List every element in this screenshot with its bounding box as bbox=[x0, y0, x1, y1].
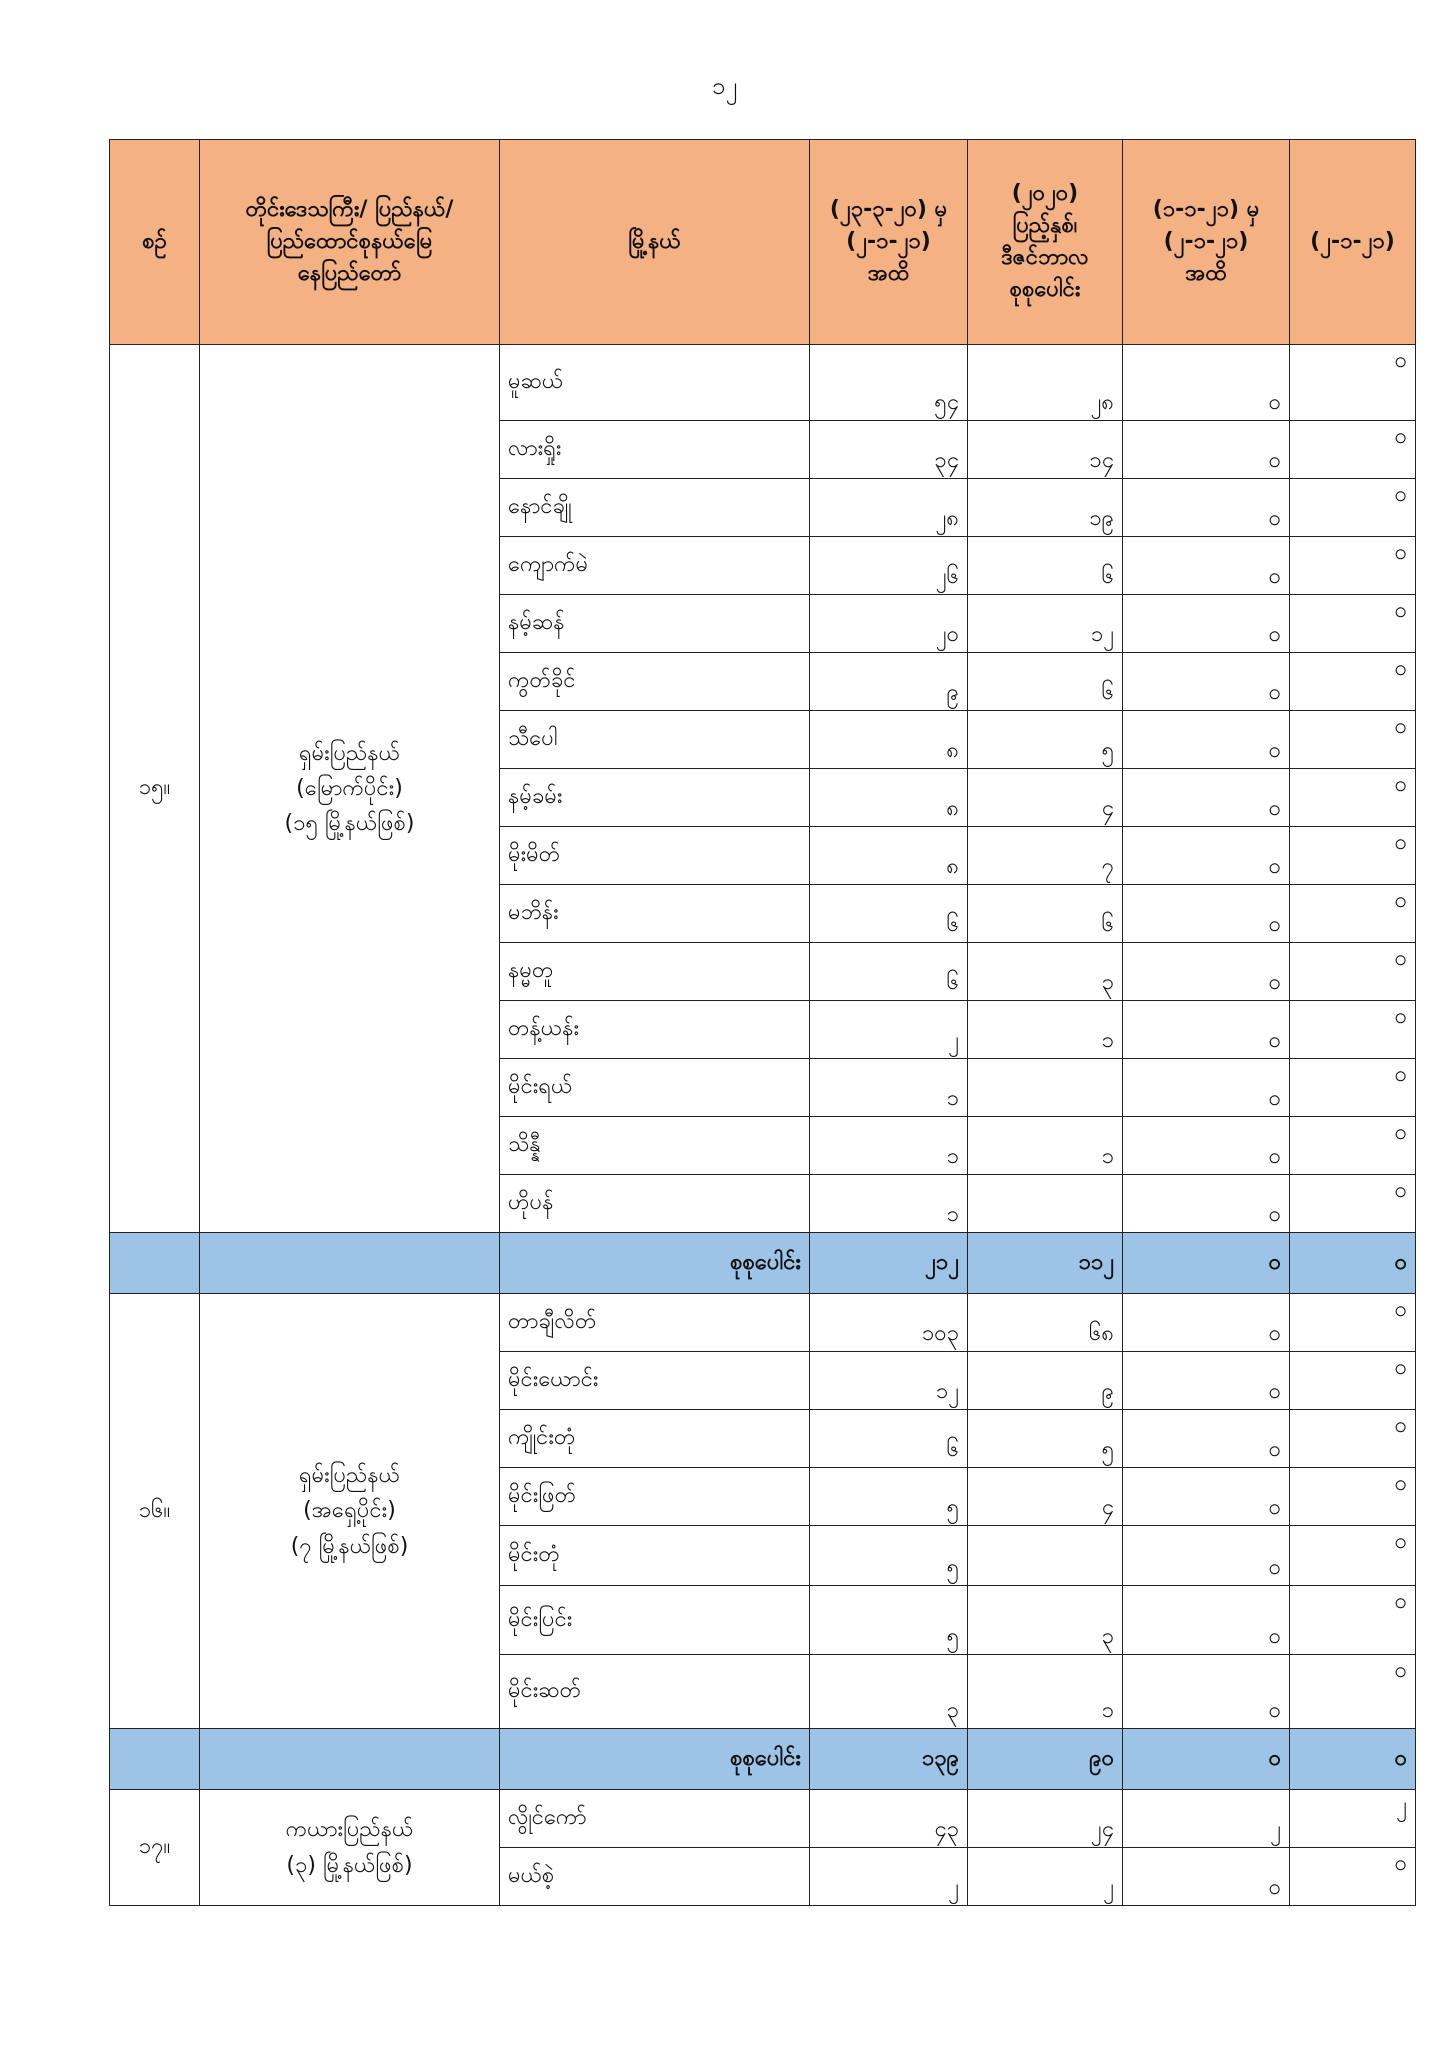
serial-number: ၁၅။ bbox=[110, 345, 200, 1233]
header-region bbox=[200, 140, 500, 345]
count-period-a: ၅၄ bbox=[810, 345, 968, 421]
total-period-c: ၀ bbox=[1123, 1729, 1290, 1790]
text-line: (၃) မြို့နယ်ဖြစ်) bbox=[286, 1852, 413, 1878]
count-period-c: ၀ bbox=[1123, 1655, 1290, 1729]
total-dec-2020: ၁၁၂ bbox=[968, 1233, 1123, 1294]
total-empty-cell bbox=[200, 1729, 500, 1790]
text-line: (၁၅ မြို့နယ်ဖြစ်) bbox=[284, 811, 415, 837]
count-period-c: ၀ bbox=[1123, 1059, 1290, 1117]
text-line: အထိ bbox=[867, 260, 910, 286]
text-line: (အရှေ့ပိုင်း) bbox=[303, 1498, 396, 1524]
text-line: (၁-၁-၂၁) မှ bbox=[1152, 197, 1260, 223]
count-dec-2020: ၆ bbox=[968, 537, 1123, 595]
header-dec-2020-total bbox=[968, 140, 1123, 345]
count-period-a: ၆ bbox=[810, 1410, 968, 1468]
count-period-a: ၁ bbox=[810, 1059, 968, 1117]
count-period-c: ၀ bbox=[1123, 827, 1290, 885]
township-name: မိုင်းယောင်း bbox=[500, 1352, 810, 1410]
count-date-d: ၀ bbox=[1290, 1586, 1416, 1655]
count-dec-2020 bbox=[968, 1175, 1123, 1233]
count-period-c: ၀ bbox=[1123, 769, 1290, 827]
count-period-a: ၃ bbox=[810, 1655, 968, 1729]
count-period-c: ၀ bbox=[1123, 345, 1290, 421]
text-line: မြို့နယ် bbox=[628, 229, 681, 255]
count-period-a: ၅ bbox=[810, 1586, 968, 1655]
text-line: စုစုပေါင်း bbox=[1009, 276, 1081, 302]
text-line: (၂-၁-၂၁) bbox=[1163, 229, 1249, 255]
text-line: (၂-၁-၂၁) bbox=[1310, 229, 1395, 255]
count-dec-2020 bbox=[968, 1059, 1123, 1117]
count-dec-2020 bbox=[968, 1526, 1123, 1586]
table-row bbox=[110, 1790, 1416, 1848]
township-name: ကျိုင်းတုံ bbox=[500, 1410, 810, 1468]
count-date-d: ၀ bbox=[1290, 1526, 1416, 1586]
header-serial-no bbox=[110, 140, 200, 345]
count-dec-2020: ၂ bbox=[968, 1848, 1123, 1906]
count-period-a: ၁ bbox=[810, 1175, 968, 1233]
count-period-a: ၈ bbox=[810, 827, 968, 885]
count-period-c: ၀ bbox=[1123, 1526, 1290, 1586]
township-name: မဘိန်း bbox=[500, 885, 810, 943]
township-name: မိုင်းဆတ် bbox=[500, 1655, 810, 1729]
text-line: (၂-၁-၂၁) bbox=[846, 229, 931, 255]
township-name: မိုးမိတ် bbox=[500, 827, 810, 885]
count-date-d: ၀ bbox=[1290, 421, 1416, 479]
count-dec-2020: ၁၂ bbox=[968, 595, 1123, 653]
count-period-c: ၀ bbox=[1123, 1117, 1290, 1175]
count-period-a: ၂ bbox=[810, 1848, 968, 1906]
count-date-d: ၀ bbox=[1290, 1655, 1416, 1729]
text-line: ပြည်ထောင်စုနယ်မြေ bbox=[266, 229, 433, 255]
count-dec-2020: ၂၈ bbox=[968, 345, 1123, 421]
count-dec-2020: ၇ bbox=[968, 827, 1123, 885]
region-name bbox=[200, 345, 500, 1233]
count-period-a: ၄၃ bbox=[810, 1790, 968, 1848]
count-period-c: ၀ bbox=[1123, 943, 1290, 1001]
total-label: စုစုပေါင်း bbox=[500, 1233, 810, 1294]
township-name: သီပေါ bbox=[500, 711, 810, 769]
count-dec-2020: ၃ bbox=[968, 1586, 1123, 1655]
count-period-c: ၀ bbox=[1123, 711, 1290, 769]
count-date-d: ၀ bbox=[1290, 1410, 1416, 1468]
total-date-d: ၀ bbox=[1290, 1729, 1416, 1790]
count-period-a: ၅ bbox=[810, 1526, 968, 1586]
total-label: စုစုပေါင်း bbox=[500, 1729, 810, 1790]
count-period-a: ၂ bbox=[810, 1001, 968, 1059]
township-name: နောင်ချို bbox=[500, 479, 810, 537]
township-name: မိုင်းတုံ bbox=[500, 1526, 810, 1586]
count-date-d: ၀ bbox=[1290, 345, 1416, 421]
township-name: လားရှိုး bbox=[500, 421, 810, 479]
count-dec-2020: ၂၄ bbox=[968, 1790, 1123, 1848]
count-dec-2020: ၄ bbox=[968, 1468, 1123, 1526]
table-row bbox=[110, 1294, 1416, 1352]
count-dec-2020: ၁၉ bbox=[968, 479, 1123, 537]
count-date-d: ၀ bbox=[1290, 1175, 1416, 1233]
township-name: ဟိုပန် bbox=[500, 1175, 810, 1233]
count-date-d: ၀ bbox=[1290, 769, 1416, 827]
total-dec-2020: ၉၀ bbox=[968, 1729, 1123, 1790]
count-period-c: ၂ bbox=[1123, 1790, 1290, 1848]
count-dec-2020: ၄ bbox=[968, 769, 1123, 827]
count-dec-2020: ၆ bbox=[968, 653, 1123, 711]
count-period-c: ၀ bbox=[1123, 595, 1290, 653]
township-name: သိန္နီ bbox=[500, 1117, 810, 1175]
count-date-d: ၀ bbox=[1290, 1001, 1416, 1059]
count-period-c: ၀ bbox=[1123, 1294, 1290, 1352]
count-date-d: ၀ bbox=[1290, 1117, 1416, 1175]
header-period-c bbox=[1123, 140, 1290, 345]
text-line: စဉ် bbox=[142, 229, 167, 255]
count-period-a: ၂၀ bbox=[810, 595, 968, 653]
count-period-a: ၁ bbox=[810, 1117, 968, 1175]
total-period-a: ၂၁၂ bbox=[810, 1233, 968, 1294]
count-period-c: ၀ bbox=[1123, 885, 1290, 943]
count-date-d: ၀ bbox=[1290, 885, 1416, 943]
count-date-d: ၀ bbox=[1290, 827, 1416, 885]
region-name bbox=[200, 1294, 500, 1729]
count-date-d: ၀ bbox=[1290, 1294, 1416, 1352]
total-row bbox=[110, 1233, 1416, 1294]
total-period-c: ၀ bbox=[1123, 1233, 1290, 1294]
township-name: လွိုင်ကော် bbox=[500, 1790, 810, 1848]
region-name bbox=[200, 1790, 500, 1906]
count-date-d: ၀ bbox=[1290, 1848, 1416, 1906]
text-line: ဒီဇင်ဘာလ bbox=[1001, 245, 1089, 270]
count-period-a: ၆ bbox=[810, 885, 968, 943]
table-body bbox=[110, 345, 1416, 1906]
count-period-a: ၁၀၃ bbox=[810, 1294, 968, 1352]
text-line: ကယားပြည်နယ် bbox=[285, 1817, 414, 1843]
total-empty-cell bbox=[200, 1233, 500, 1294]
township-name: မိုင်းရယ် bbox=[500, 1059, 810, 1117]
text-line: (၂၀၂၀) bbox=[1011, 181, 1079, 207]
text-line: (၂၃-၃-၂၀) မှ bbox=[829, 197, 948, 223]
count-period-c: ၀ bbox=[1123, 421, 1290, 479]
count-dec-2020: ၁ bbox=[968, 1001, 1123, 1059]
count-date-d: ၀ bbox=[1290, 1468, 1416, 1526]
total-row bbox=[110, 1729, 1416, 1790]
header-period-a bbox=[810, 140, 968, 345]
count-dec-2020: ၆၈ bbox=[968, 1294, 1123, 1352]
count-period-a: ၈ bbox=[810, 769, 968, 827]
count-dec-2020: ၅ bbox=[968, 711, 1123, 769]
count-dec-2020: ၁ bbox=[968, 1117, 1123, 1175]
count-period-c: ၀ bbox=[1123, 653, 1290, 711]
text-line: ပြည့်နှစ်၊ bbox=[1012, 213, 1078, 239]
count-dec-2020: ၉ bbox=[968, 1352, 1123, 1410]
count-period-c: ၀ bbox=[1123, 1468, 1290, 1526]
township-name: တန့်ယန်း bbox=[500, 1001, 810, 1059]
count-dec-2020: ၁၄ bbox=[968, 421, 1123, 479]
count-period-a: ၈ bbox=[810, 711, 968, 769]
township-name: မိုင်းဖြတ် bbox=[500, 1468, 810, 1526]
count-period-a: ၁၂ bbox=[810, 1352, 968, 1410]
count-dec-2020: ၃ bbox=[968, 943, 1123, 1001]
count-dec-2020: ၁ bbox=[968, 1655, 1123, 1729]
count-period-c: ၀ bbox=[1123, 479, 1290, 537]
township-name: မိုင်းပြင်း bbox=[500, 1586, 810, 1655]
count-dec-2020: ၅ bbox=[968, 1410, 1123, 1468]
count-period-a: ၉ bbox=[810, 653, 968, 711]
count-period-c: ၀ bbox=[1123, 1175, 1290, 1233]
township-name: နမ့်ဆန် bbox=[500, 595, 810, 653]
count-period-a: ၃၄ bbox=[810, 421, 968, 479]
count-period-a: ၂၈ bbox=[810, 479, 968, 537]
text-line: နေပြည်တော် bbox=[297, 260, 402, 286]
text-line: (၇ မြို့နယ်ဖြစ်) bbox=[290, 1533, 409, 1559]
count-period-c: ၀ bbox=[1123, 1410, 1290, 1468]
count-date-d: ၀ bbox=[1290, 943, 1416, 1001]
count-date-d: ၀ bbox=[1290, 537, 1416, 595]
total-empty-cell bbox=[110, 1233, 200, 1294]
total-date-d: ၀ bbox=[1290, 1233, 1416, 1294]
count-period-c: ၀ bbox=[1123, 1848, 1290, 1906]
count-period-c: ၀ bbox=[1123, 1352, 1290, 1410]
serial-number: ၁၆။ bbox=[110, 1294, 200, 1729]
township-name: တာချီလိတ် bbox=[500, 1294, 810, 1352]
table-row bbox=[110, 345, 1416, 421]
count-period-c: ၀ bbox=[1123, 1586, 1290, 1655]
text-line: တိုင်းဒေသကြီး/ ပြည်နယ်/ bbox=[245, 197, 454, 223]
count-date-d: ၀ bbox=[1290, 1059, 1416, 1117]
header-township bbox=[500, 140, 810, 345]
count-period-a: ၂၆ bbox=[810, 537, 968, 595]
count-period-a: ၆ bbox=[810, 943, 968, 1001]
total-empty-cell bbox=[110, 1729, 200, 1790]
township-name: မူဆယ် bbox=[500, 345, 810, 421]
township-name: နမ္မတူ bbox=[500, 943, 810, 1001]
count-period-c: ၀ bbox=[1123, 1001, 1290, 1059]
count-period-c: ၀ bbox=[1123, 537, 1290, 595]
header-date-d bbox=[1290, 140, 1416, 345]
text-line: အထိ bbox=[1185, 260, 1227, 286]
township-name: ကျောက်မဲ bbox=[500, 537, 810, 595]
township-name: မယ်စဲ့ bbox=[500, 1848, 810, 1906]
header-row bbox=[110, 140, 1416, 345]
count-period-a: ၅ bbox=[810, 1468, 968, 1526]
count-date-d: ၀ bbox=[1290, 653, 1416, 711]
count-date-d: ၀ bbox=[1290, 479, 1416, 537]
count-date-d: ၀ bbox=[1290, 711, 1416, 769]
total-period-a: ၁၃၉ bbox=[810, 1729, 968, 1790]
township-name: နမ့်ခမ်း bbox=[500, 769, 810, 827]
text-line: ရှမ်းပြည်နယ် bbox=[298, 1463, 401, 1489]
serial-number: ၁၇။ bbox=[110, 1790, 200, 1906]
page-number: ၁၂ bbox=[711, 72, 738, 100]
count-date-d: ၀ bbox=[1290, 595, 1416, 653]
statistics-table bbox=[109, 139, 1416, 1906]
township-name: ကွတ်ခိုင် bbox=[500, 653, 810, 711]
count-date-d: ၂ bbox=[1290, 1790, 1416, 1848]
count-dec-2020: ၆ bbox=[968, 885, 1123, 943]
text-line: (မြောက်ပိုင်း) bbox=[296, 775, 403, 801]
count-date-d: ၀ bbox=[1290, 1352, 1416, 1410]
text-line: ရှမ်းပြည်နယ် bbox=[298, 740, 401, 766]
